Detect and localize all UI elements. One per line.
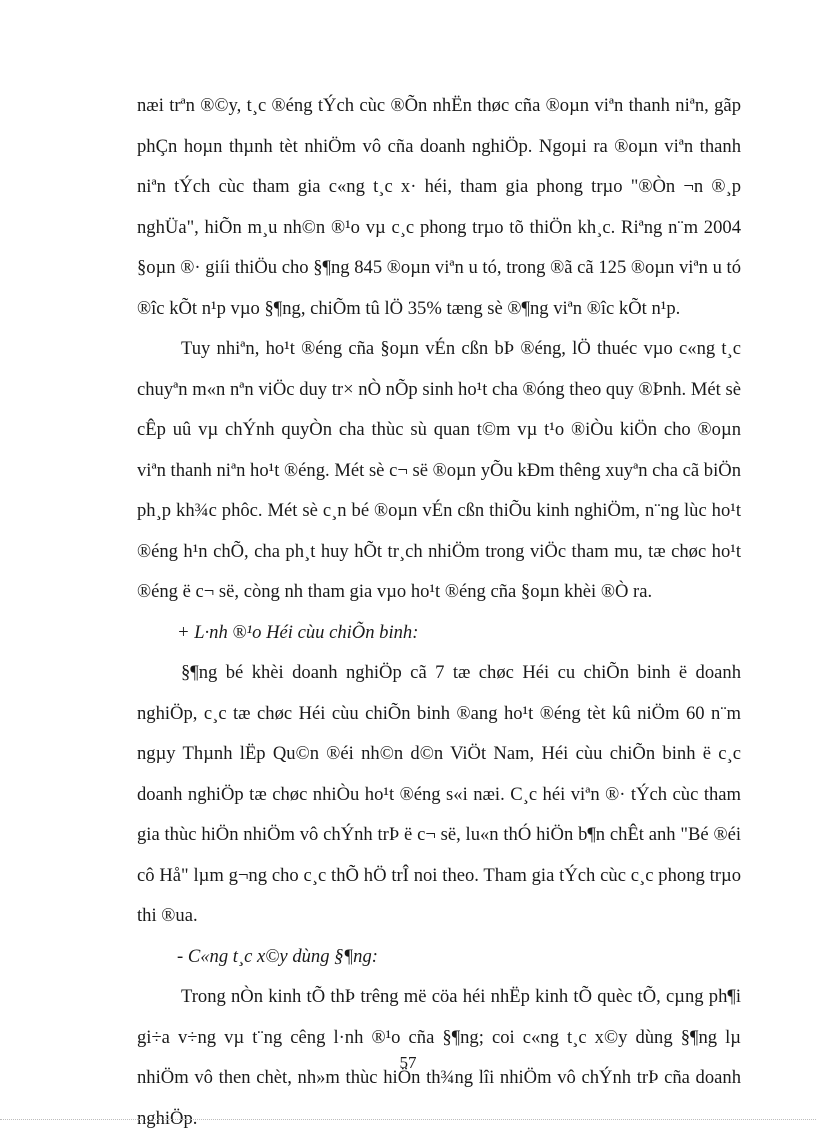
body-text (137, 86, 741, 1139)
paragraph-youth-union-limitations: Tuy nhiªn, ho¹t ®éng cña §oµn vÉn cßn bÞ ®éng, lÖ thuéc vµo c«ng t¸c chuyªn m«n nªn viÖc duy tr× nÒ nÕp sinh ho¹t cha ®óng theo quy ®Þnh. Mét sè cÊp uû vµ chÝnh quyÒn cha thùc sù quan t©m vµ t¹o ®iÒu kiÖn cho ®oµn viªn thanh niªn ho¹t ®éng. Mét sè c¬ së ®oµn yÕu kÐm thêng xuyªn cha cã biÖn ph¸p kh¾c phôc. Mét sè c¸n bé ®oµn vÉn cßn thiÕu kinh nghiÖm, n¨ng lùc ho¹t ®éng h¹n chÕ, cha ph¸t huy hÕt tr¸ch nhiÖm trong viÖc tham mu, tæ chøc ho¹t ®éng ë c¬ së, còng nh tham gia vµo ho¹t ®éng cña §oµn khèi ®Ò ra. (137, 338, 741, 602)
paragraph-youth-union-continued: næi trªn ®©y, t¸c ®éng tÝch cùc ®Õn nhËn thøc cña ®oµn viªn thanh niªn, gãp phÇn hoµn thµnh tèt nhiÖm vô cña doanh nghiÖp. Ngoµi ra ®oµn viªn thanh niªn tÝch cùc tham gia c«ng t¸c x· héi, tham gia phong trµo "®Òn ¬n ®¸p nghÜa", hiÕn m¸u nh©n ®¹o vµ c¸c phong trµo tõ thiÖn kh¸c. Riªng n¨m 2004 §oµn ®· giíi thiÖu cho §¶ng 845 ®oµn viªn u tó, trong ®ã cã 125 ®oµn viªn u tó ®îc kÕt n¹p vµo §¶ng, chiÕm tû lÖ 35% tæng sè ®¶ng viªn ®îc kÕt n¹p. (137, 95, 741, 319)
heading-veterans-association: + L·nh ®¹o Héi cùu chiÕn binh: (177, 621, 419, 643)
paragraph-party-building: Trong nÒn kinh tÕ thÞ trêng më cöa héi nhËp kinh tÕ quèc tÕ, cµng ph¶i gi÷a v÷ng vµ t¨ng cêng l·nh ®¹o cña §¶ng; coi c«ng t¸c x©y dùng §¶ng lµ nhiÖm vô then chèt, nh»m thùc hiÖn th¾ng lîi nhiÖm vô chÝnh trÞ cña doanh nghiÖp. (137, 986, 741, 1129)
heading-party-building: - C«ng t¸c x©y dùng §¶ng: (177, 945, 378, 967)
page-bottom-divider (0, 1119, 816, 1120)
page-number: 57 (399, 1053, 417, 1072)
paragraph-veterans-association: §¶ng bé khèi doanh nghiÖp cã 7 tæ chøc Héi cu chiÕn binh ë doanh nghiÖp, c¸c tæ chøc Héi cùu chiÕn binh ®ang ho¹t ®éng tèt kû niÖm 60 n¨m ngµy Thµnh lËp Qu©n ®éi nh©n d©n ViÖt Nam, Héi cùu chiÕn binh ë c¸c doanh nghiÖp tæ chøc nhiÒu ho¹t ®éng s«i næi. C¸c héi viªn ®· tÝch cùc tham gia thùc hiÖn nhiÖm vô chÝnh trÞ ë c¬ së, lu«n thÓ hiÖn b¶n chÊt anh "Bé ®éi cô Hå" lµm g¬ng cho c¸c thÕ hÖ trÎ noi theo. Tham gia tÝch cùc c¸c phong trµo thi ®ua. (137, 662, 741, 926)
